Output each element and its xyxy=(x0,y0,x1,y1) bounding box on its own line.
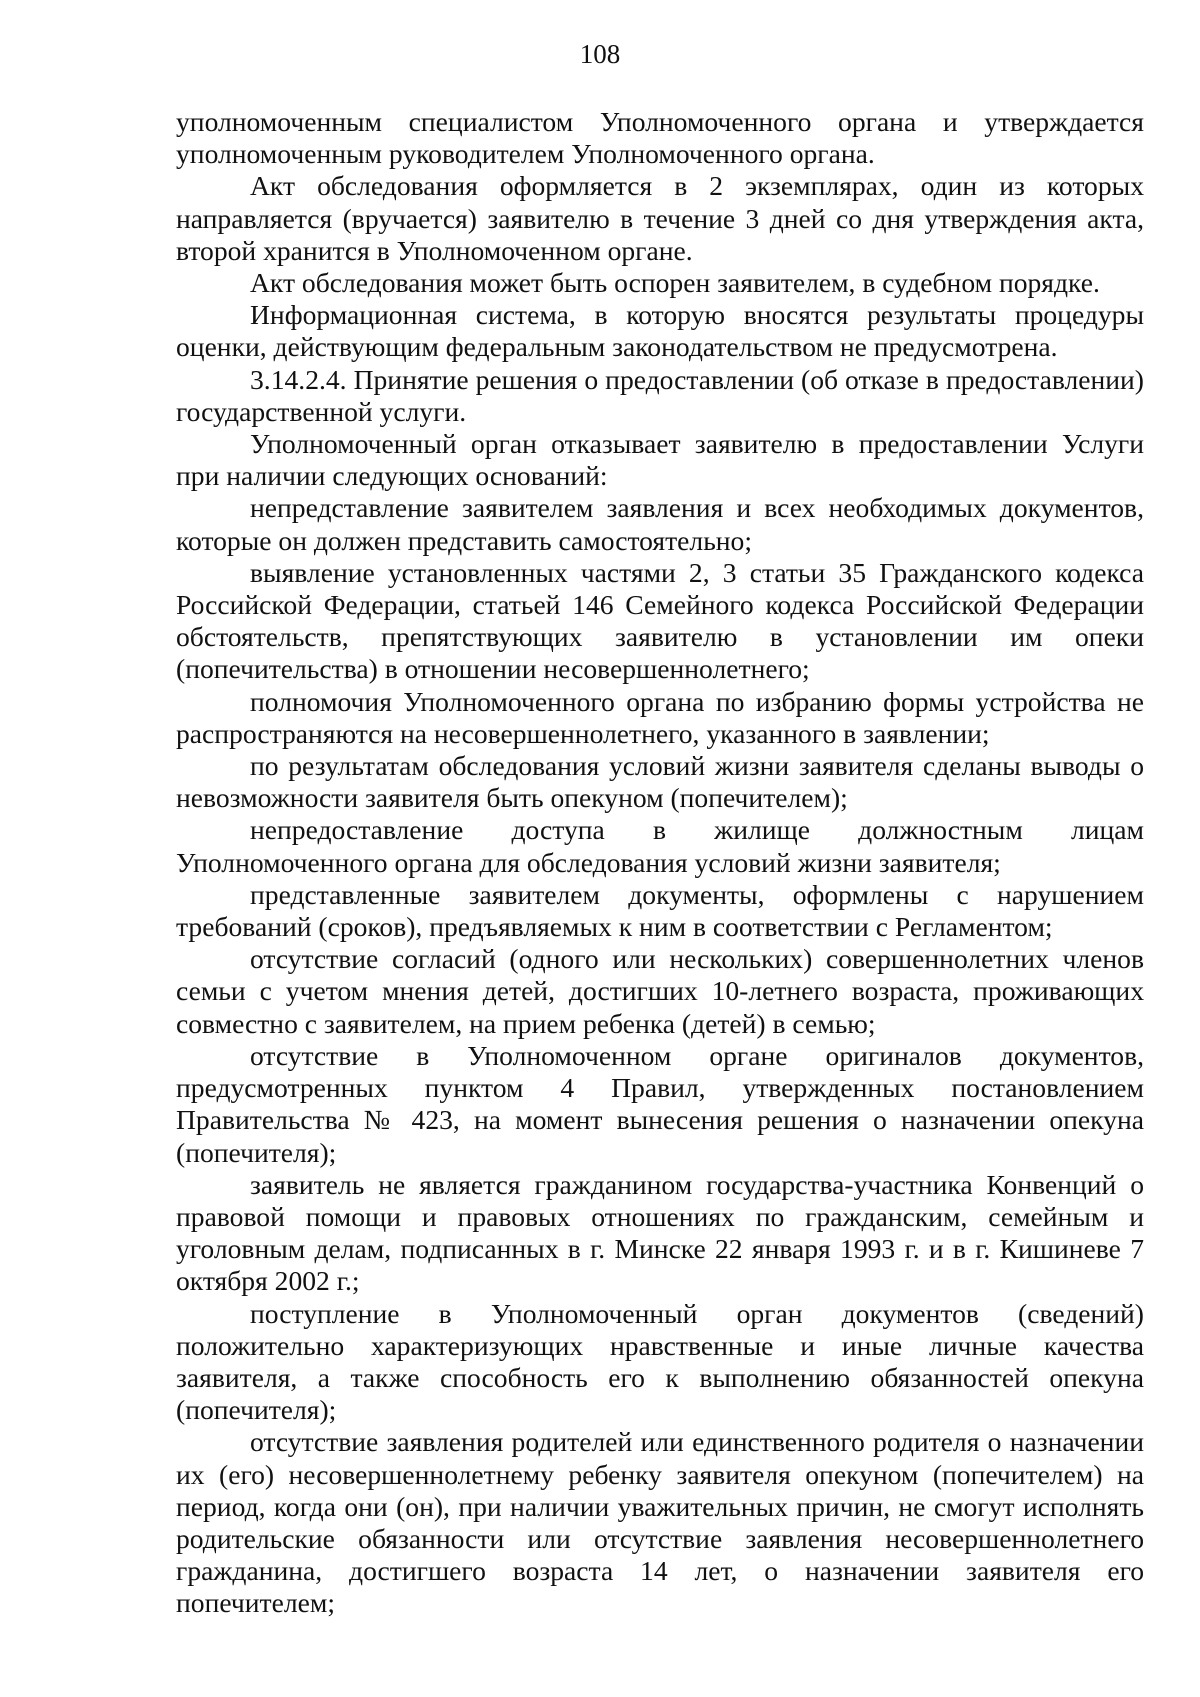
section-heading: 3.14.2.4. Принятие решения о предоставлении (об отказе в предоставлении) государственной услуги. xyxy=(176,363,1144,427)
list-item: поступление в Уполномоченный орган документов (сведений) положительно характеризующих нравственные и иные личные качества заявителя, а также способность его к выполнению обязанностей опекуна (попечителя); xyxy=(176,1297,1144,1426)
paragraph: Уполномоченный орган отказывает заявителю в предоставлении Услуги при наличии следующих оснований: xyxy=(176,428,1144,492)
page-number: 108 xyxy=(579,39,621,69)
list-item: отсутствие согласий (одного или нескольких) совершеннолетних членов семьи с учетом мнения детей, достигших 10-летнего возраста, проживающих совместно с заявителем, на прием ребенка (детей) в семью; xyxy=(176,943,1144,1039)
list-item: полномочия Уполномоченного органа по избранию формы устройства не распространяются на несовершеннолетнего, указанного в заявлении; xyxy=(176,685,1144,749)
paragraph: уполномоченным специалистом Уполномоченного органа и утверждается уполномоченным руководителем Уполномоченного органа. xyxy=(176,106,1144,170)
paragraph: Акт обследования оформляется в 2 экземплярах, один из которых направляется (вручается) заявителю в течение 3 дней со дня утверждения акта, второй хранится в Уполномоченном органе. xyxy=(176,170,1144,266)
list-item: по результатам обследования условий жизни заявителя сделаны выводы о невозможности заявителя быть опекуном (попечителем); xyxy=(176,750,1144,814)
list-item: представленные заявителем документы, оформлены с нарушением требований (сроков), предъявляемых к ним в соответствии с Регламентом; xyxy=(176,878,1144,943)
list-item: отсутствие в Уполномоченном органе оригиналов документов, предусмотренных пунктом 4 Правил, утвержденных постановлением Правительства № 423, на момент вынесения решения о назначении опекуна (попечителя); xyxy=(176,1039,1144,1168)
paragraph: Акт обследования может быть оспорен заявителем, в судебном порядке. xyxy=(250,267,1100,299)
list-item: выявление установленных частями 2, 3 статьи 35 Гражданского кодекса Российской Федерации, статьей 146 Семейного кодекса Российской Федерации обстоятельств, препятствующих заявителю в установлении им опеки (попечительства) в отношении несовершеннолетнего; xyxy=(176,556,1144,685)
list-item: отсутствие заявления родителей или единственного родителя о назначении их (его) несовершеннолетнему ребенку заявителя опекуном (попечителем) на период, когда они (он), при наличии уважительных причин, не смогут исполнять родительские обязанности или отсутствие заявления несовершеннолетнего гражданина, достигшего возраста 14 лет, о назначении заявителя его попечителем; xyxy=(176,1426,1144,1619)
document-body xyxy=(176,106,1144,1620)
list-item: непредоставление доступа в жилище должностным лицам Уполномоченного органа для обследования условий жизни заявителя; xyxy=(176,814,1144,878)
paragraph: Информационная система, в которую вносятся результаты процедуры оценки, действующим федеральным законодательством не предусмотрена. xyxy=(176,299,1144,363)
list-item: заявитель не является гражданином государства-участника Конвенций о правовой помощи и правовых отношениях по гражданским, семейным и уголовным делам, подписанных в г. Минске 22 января 1993 г. и в г. Кишиневе 7 октября 2002 г.; xyxy=(176,1168,1144,1297)
list-item: непредставление заявителем заявления и всех необходимых документов, которые он должен представить самостоятельно; xyxy=(176,492,1144,556)
